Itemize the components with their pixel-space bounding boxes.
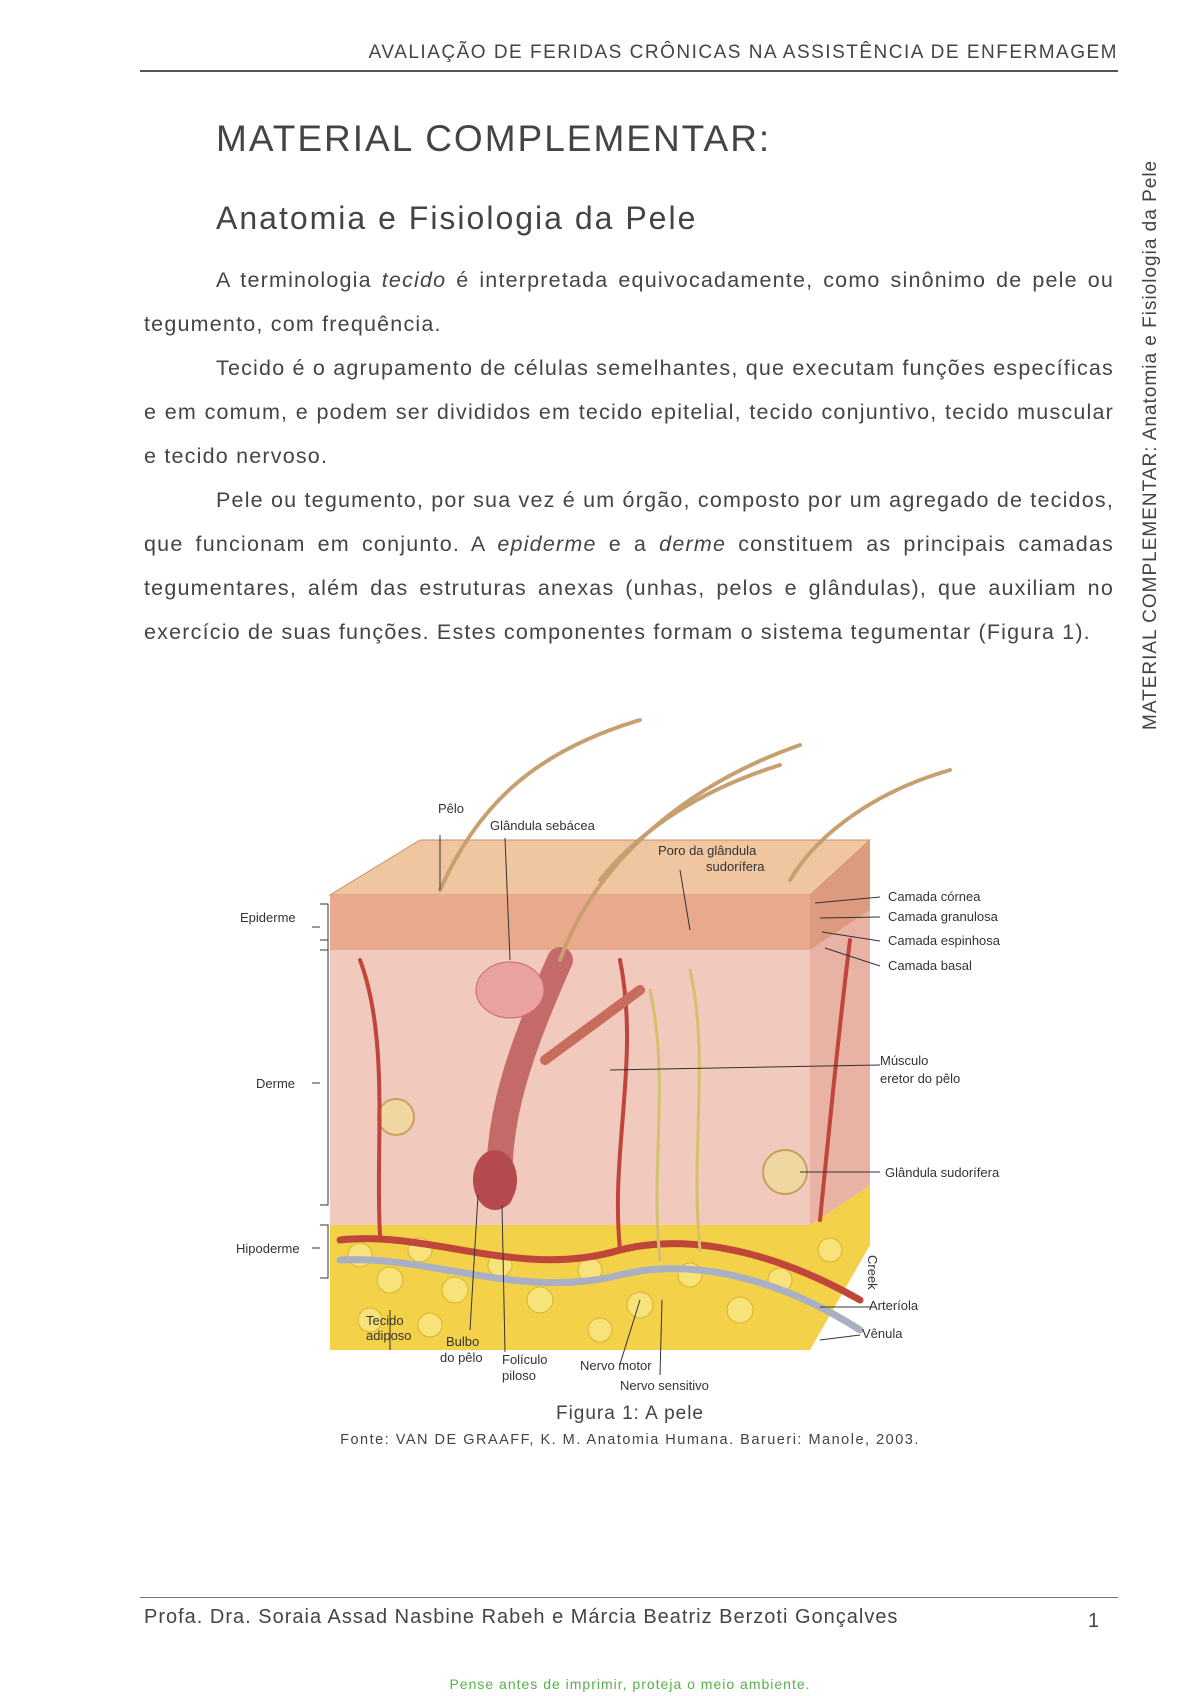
label-musculo-2: eretor do pêlo bbox=[880, 1071, 961, 1086]
paragraph-2: Tecido é o agrupamento de células semelhantes, que executam funções específicas e em comum, e podem ser divididos em tecido epitelial, tecido conjuntivo, tecido muscular e tecido nervoso. bbox=[144, 356, 1114, 468]
label-camada-cornea: Camada córnea bbox=[888, 889, 981, 904]
p3-text-a: Pele ou tegumento, por sua vez é um órgão, composto por um agregado de tecidos, que funcionam em conjunto. A bbox=[144, 488, 1114, 556]
label-foliculo-2: piloso bbox=[502, 1368, 536, 1383]
paragraph-3 bbox=[144, 478, 1114, 654]
label-camada-basal: Camada basal bbox=[888, 958, 972, 973]
section-subtitle: Anatomia e Fisiologia da Pele bbox=[216, 200, 698, 236]
label-glandula-sebacea: Glândula sebácea bbox=[490, 818, 595, 833]
figure-caption: Figura 1: A pele bbox=[555, 1403, 705, 1424]
label-camada-granulosa: Camada granulosa bbox=[888, 909, 998, 924]
sweat-gland-2 bbox=[378, 1099, 414, 1135]
dermis-side bbox=[810, 910, 870, 1225]
footer-divider bbox=[140, 1597, 1118, 1598]
hair-bulb bbox=[473, 1150, 517, 1210]
page-number: 1 bbox=[1088, 1610, 1100, 1632]
figure-source: Fonte: VAN DE GRAAFF, K. M. Anatomia Humana. Barueri: Manole, 2003. bbox=[340, 1432, 920, 1448]
label-tecido-2: adiposo bbox=[366, 1328, 412, 1343]
label-hipoderme: Hipoderme bbox=[236, 1241, 300, 1256]
label-foliculo-1: Folículo bbox=[502, 1352, 548, 1367]
p3-emphasis-2: derme bbox=[659, 532, 727, 556]
p1-text-b: é interpretada equivocadamente, como sinônimo de pele ou tegumento, com frequência. bbox=[144, 268, 1115, 336]
p1-emphasis: tecido bbox=[381, 268, 447, 292]
side-label: MATERIAL COMPLEMENTAR: Anatomia e Fisiologia da Pele bbox=[1140, 159, 1161, 730]
p3-text-b: e a bbox=[596, 532, 660, 556]
artist-signature: Creek bbox=[865, 1255, 880, 1290]
environment-note: Pense antes de imprimir, proteja o meio ambiente. bbox=[449, 1676, 811, 1692]
p3-text-c: constituem as principais camadas tegumentares, além das estruturas anexas (unhas, pelos e glândulas), que auxiliam no exercício de suas funções. Estes componentes formam o sistema tegumentar (Figura 1). bbox=[144, 532, 1114, 644]
label-bulbo-2: do pêlo bbox=[440, 1350, 483, 1365]
label-tecido-1: Tecido bbox=[366, 1313, 404, 1328]
p3-emphasis-1: epiderme bbox=[497, 532, 597, 556]
label-bulbo-1: Bulbo bbox=[446, 1334, 480, 1349]
paragraph-1 bbox=[144, 258, 1114, 346]
label-poro-1: Poro da glândula bbox=[658, 843, 757, 858]
label-arteriola: Arteríola bbox=[869, 1298, 919, 1313]
label-nervo-sensitivo: Nervo sensitivo bbox=[620, 1378, 709, 1393]
page-title: MATERIAL COMPLEMENTAR: bbox=[216, 118, 772, 159]
p1-text-a: A terminologia bbox=[216, 268, 382, 292]
label-musculo-1: Músculo bbox=[880, 1053, 929, 1068]
label-nervo-motor: Nervo motor bbox=[580, 1358, 652, 1373]
header-title: AVALIAÇÃO DE FERIDAS CRÔNICAS NA ASSISTÊNCIA DE ENFERMAGEM bbox=[368, 42, 1118, 63]
label-epiderme: Epiderme bbox=[240, 910, 296, 925]
label-glandula-sudorifera: Glândula sudorífera bbox=[885, 1165, 1000, 1180]
label-derme: Derme bbox=[256, 1076, 296, 1091]
label-camada-espinhosa: Camada espinhosa bbox=[888, 933, 1001, 948]
body-text bbox=[144, 258, 1114, 654]
epidermis-front bbox=[330, 895, 810, 950]
footer-authors: Profa. Dra. Soraia Assad Nasbine Rabeh e Márcia Beatriz Berzoti Gonçalves bbox=[144, 1606, 899, 1628]
running-header bbox=[140, 42, 1118, 72]
sebaceous-gland bbox=[476, 962, 544, 1018]
skin-anatomy-figure bbox=[232, 700, 1032, 1400]
label-poro-2: sudorífera bbox=[706, 859, 765, 874]
label-pelo: Pêlo bbox=[438, 801, 465, 816]
label-venula: Vênula bbox=[862, 1326, 903, 1341]
